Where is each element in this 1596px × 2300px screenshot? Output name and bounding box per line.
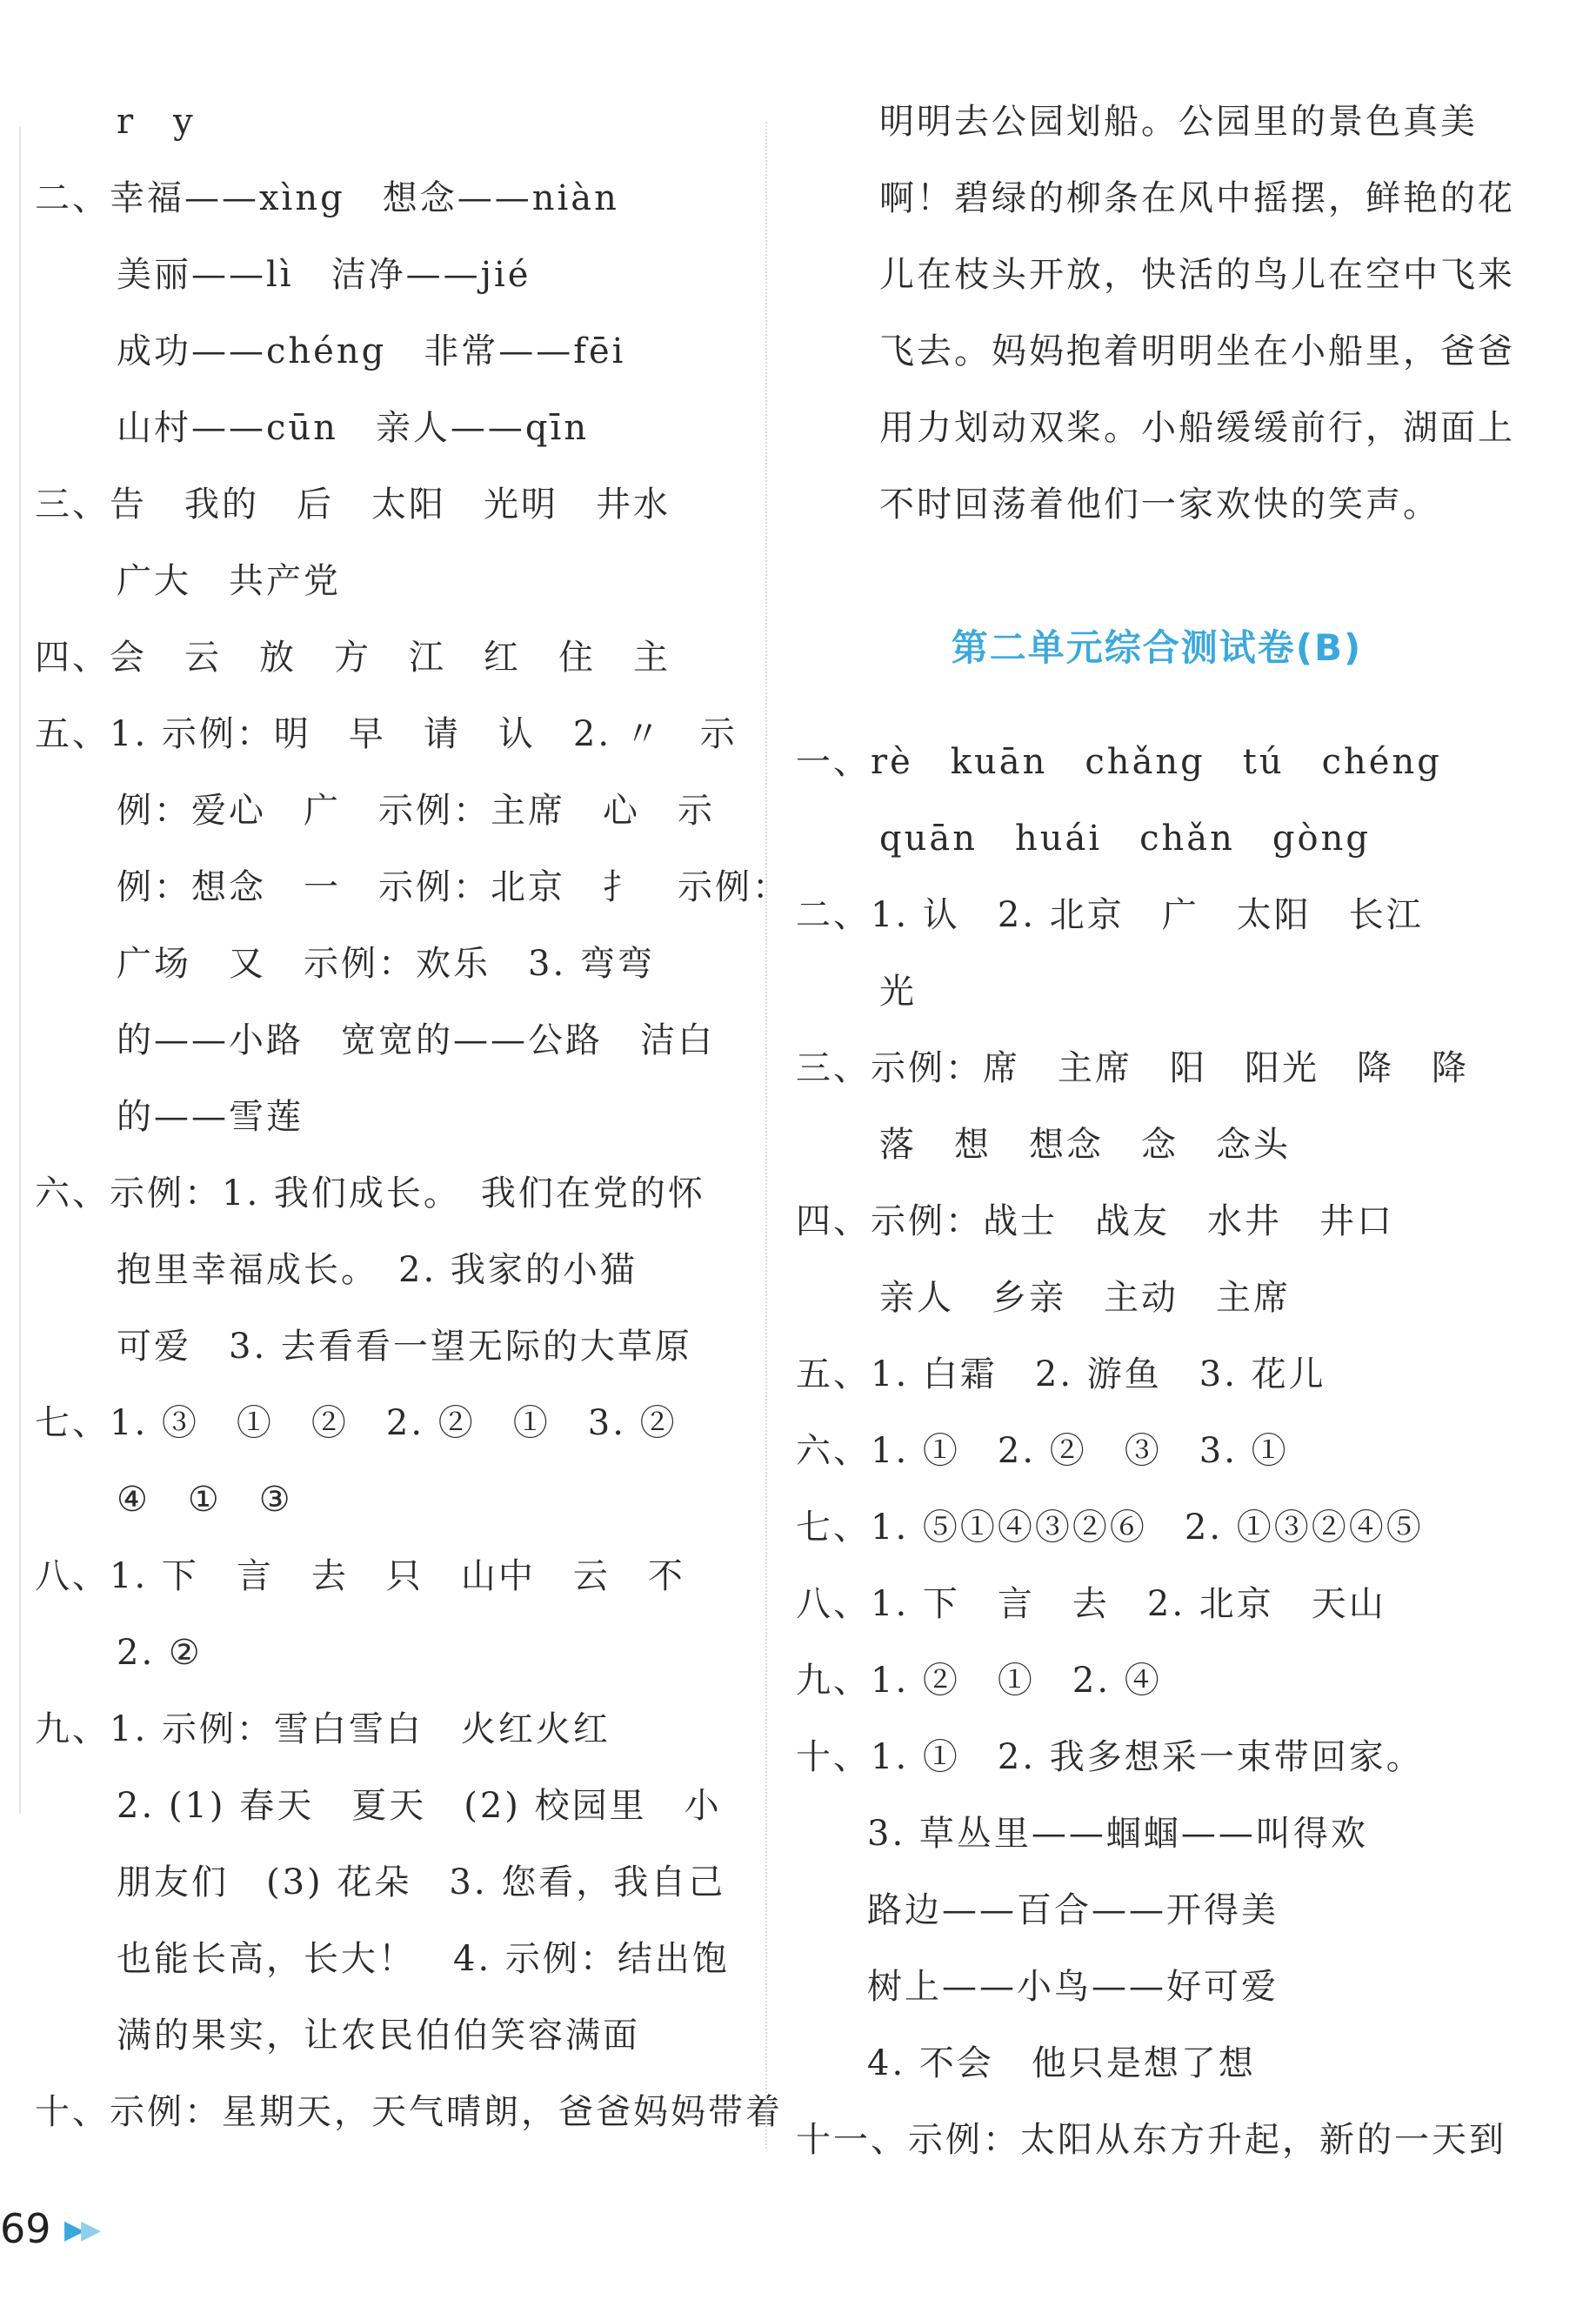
page-arrow-icon: ▶▶ [64,2215,98,2245]
answer-line: 七、1. ⑤①④③②⑥ 2. ①③②④⑤ [796,1508,1424,1548]
answer-line: 五、1. 白霜 2. 游鱼 3. 花儿 [796,1354,1326,1394]
answer-line: 二、1. 认 2. 北京 广 太阳 长江 [796,895,1424,935]
column-divider [765,122,767,2149]
answer-line: 2. ② [117,1633,203,1673]
answer-line: quān huái chǎn gòng [879,819,1371,859]
answer-line: 美丽——lì 洁净——jié [117,255,531,295]
answer-line: 广场 又 示例：欢乐 3. 弯弯 [117,944,655,984]
answer-line: 抱里幸福成长。 2. 我家的小猫 [117,1250,638,1290]
answer-line: 可爱 3. 去看看一望无际的大草原 [117,1327,692,1367]
answer-line: 明明去公园划船。公园里的景色真美 [879,102,1478,142]
answer-line: 十、1. ① 2. 我多想采一束带回家。 [796,1737,1424,1777]
answer-line: 儿在枝头开放，快活的鸟儿在空中飞来 [879,255,1515,295]
answer-line: 二、幸福——xìng 想念——niàn [35,178,619,218]
answer-line: 路边——百合——开得美 [867,1890,1279,1930]
answer-line: 光 [879,972,917,1012]
answer-line: 3. 草丛里——蝈蝈——叫得欢 [867,1814,1368,1854]
left-margin-rule [19,126,21,1814]
answer-line: 例：爱心 广 示例：主席 心 示 [117,791,715,831]
answer-line: 三、告 我的 后 太阳 光明 井水 [35,485,671,525]
answer-line: 落 想 想念 念 念头 [879,1125,1291,1165]
answer-line: 满的果实，让农民伯伯笑容满面 [117,2016,640,2056]
answer-line: 九、1. 示例：雪白雪白 火红火红 [35,1709,611,1749]
answer-line: 六、示例：1. 我们成长。 我们在党的怀 [35,1173,705,1214]
answer-line: 山村——cūn 亲人——qīn [117,408,590,448]
answer-line: 六、1. ① 2. ② ③ 3. ① [796,1431,1289,1471]
answer-line: 四、示例：战士 战友 水井 井口 [796,1201,1394,1241]
answer-line: 的——雪莲 [117,1097,304,1137]
answer-line: 四、会 云 放 方 江 红 住 主 [35,638,671,678]
answer-line: 2. (1) 春天 夏天 (2) 校园里 小 [117,1786,722,1826]
answer-line: 4. 不会 他只是想了想 [867,2043,1256,2083]
answer-line: 朋友们 (3) 花朵 3. 您看，我自己 [117,1862,726,1902]
answer-line: 七、1. ③ ① ② 2. ② ① 3. ② [35,1403,678,1443]
answer-line: 十一、示例：太阳从东方升起，新的一天到 [796,2120,1506,2160]
answer-line: 十、示例：星期天，天气晴朗，爸爸妈妈带着 [35,2092,783,2132]
answer-line: 不时回荡着他们一家欢快的笑声。 [879,485,1440,525]
answer-line: 三、示例：席 主席 阳 阳光 降 降 [796,1048,1469,1088]
page-number: 69 [0,2205,51,2252]
answer-line: 八、1. 下 言 去 2. 北京 天山 [796,1584,1386,1624]
answer-line: ④ ① ③ [117,1480,293,1520]
answer-line: 广大 共产党 [117,561,341,601]
section-title: 第二单元综合测试卷(B) [951,626,1363,669]
answer-line: 亲人 乡亲 主动 主席 [879,1278,1291,1318]
answer-line: 飞去。妈妈抱着明明坐在小船里，爸爸 [879,331,1515,371]
answer-line: r y [117,102,196,142]
answer-line: 的——小路 宽宽的——公路 洁白 [117,1020,715,1060]
answer-line: 九、1. ② ① 2. ④ [796,1661,1162,1701]
answer-line: 例：想念 一 示例：北京 扌 示例： [117,867,790,907]
answer-line: 树上——小鸟——好可爱 [867,1967,1279,2007]
answer-line: 也能长高，长大！ 4. 示例：结出饱 [117,1939,730,1979]
answer-line: 成功——chéng 非常——fēi [117,331,626,371]
answer-line: 啊！碧绿的柳条在风中摇摆，鲜艳的花 [879,178,1515,218]
answer-line: 五、1. 示例：明 早 请 认 2. 〃 示 [35,714,738,754]
answer-line: 一、rè kuān chǎng tú chéng [796,742,1442,782]
answer-line: 用力划动双桨。小船缓缓前行，湖面上 [879,408,1515,448]
answer-line: 八、1. 下 言 去 只 山中 云 不 [35,1556,685,1596]
